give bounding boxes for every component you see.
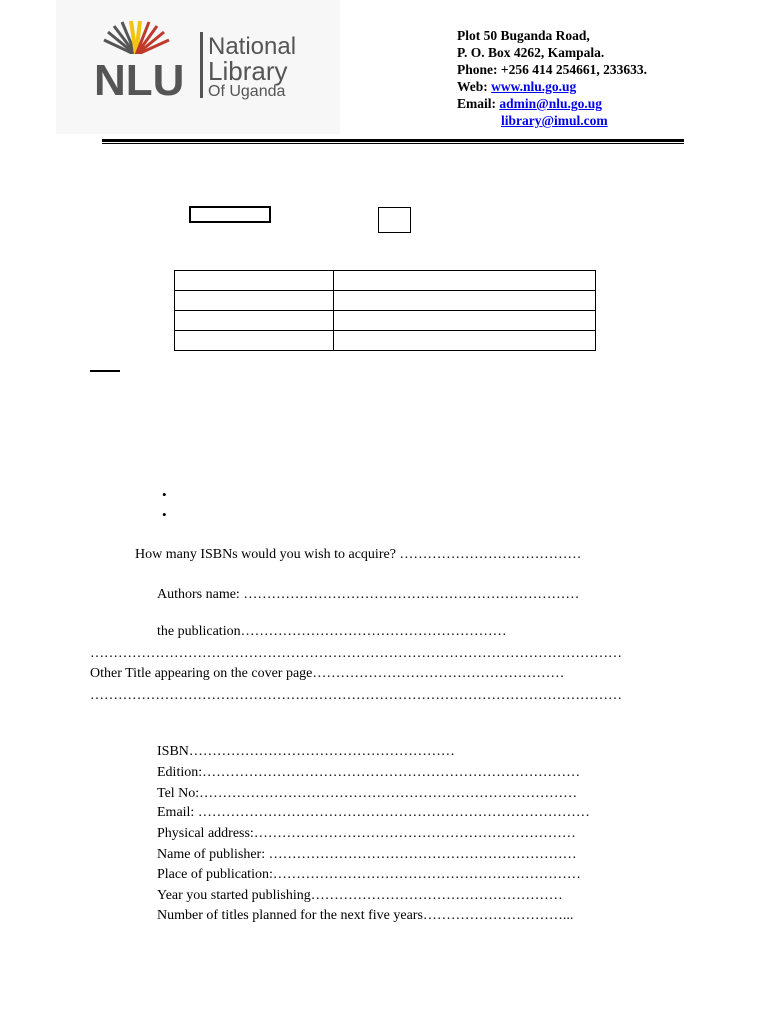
title-box (189, 206, 271, 223)
table-row (175, 291, 596, 311)
physical-address-field: Physical address:…………………………………………………………… (157, 826, 576, 841)
checkbox[interactable] (378, 207, 411, 233)
contact-email (457, 95, 647, 112)
bullet-2: • (162, 507, 167, 522)
table-cell[interactable] (175, 271, 334, 291)
contact-address2: P. O. Box 4262, Kampala. (457, 45, 605, 60)
table-cell[interactable] (334, 311, 596, 331)
email-link-admin[interactable]: admin@nlu.go.ug (499, 96, 602, 111)
year-started-field: Year you started publishing……………………………………………… (157, 888, 563, 903)
tel-field: Tel No:……………………………………………………………………… (157, 786, 578, 801)
dotted-line-2: …………………………………………………………………………………………………… (90, 688, 622, 703)
table-cell[interactable] (175, 311, 334, 331)
isbn-field: ISBN………………………………………………… (157, 744, 455, 759)
info-table (174, 270, 596, 351)
email-link-library[interactable]: library@imul.com (501, 113, 608, 128)
contact-address1: Plot 50 Buganda Road, (457, 28, 590, 43)
table-cell[interactable] (175, 331, 334, 351)
contact-web (457, 78, 647, 95)
table-row (175, 271, 596, 291)
logo-name-line3: Of Uganda (208, 83, 286, 100)
titles-planned-field: Number of titles planned for the next five years…………………………... (157, 908, 574, 923)
logo-name-line2: Library (208, 56, 288, 86)
sun-rays-icon (104, 21, 169, 55)
table-cell[interactable] (334, 271, 596, 291)
web-link[interactable]: www.nlu.go.ug (491, 79, 577, 94)
table-cell[interactable] (334, 331, 596, 351)
logo-area (56, 0, 340, 134)
table-cell[interactable] (334, 291, 596, 311)
isbn-question: How many ISBNs would you wish to acquire? ………………………………… (135, 547, 582, 562)
nlu-logo-icon (56, 0, 340, 134)
logo-name-line1: National (208, 33, 297, 60)
header-rule-thick (102, 139, 684, 142)
authors-name-field: Authors name: ……………………………………………………………… (157, 587, 580, 602)
web-label: Web: (457, 79, 492, 94)
table-row (175, 311, 596, 331)
header-rule-thin (102, 143, 684, 144)
dotted-line-1: …………………………………………………………………………………………………… (90, 646, 622, 661)
table-cell[interactable] (175, 291, 334, 311)
email-label: Email: (457, 96, 500, 111)
contact-phone: Phone: +256 414 254661, 233633. (457, 62, 647, 77)
logo-wordmark: NLU (94, 56, 185, 105)
contact-block (457, 27, 647, 129)
bullet-1: • (162, 487, 167, 502)
short-underline (90, 370, 120, 372)
publication-field: the publication………………………………………………… (157, 624, 507, 639)
email-field: Email: ………………………………………………………………………… (157, 805, 590, 820)
place-of-publication-field: Place of publication:………………………………………………………… (157, 867, 581, 882)
table-row (175, 331, 596, 351)
contact-email2 (457, 112, 647, 129)
edition-field: Edition:……………………………………………………………………… (157, 765, 581, 780)
other-title-field: Other Title appearing on the cover page……………………………………………… (90, 666, 565, 681)
publisher-name-field: Name of publisher: ………………………………………………………… (157, 847, 577, 862)
